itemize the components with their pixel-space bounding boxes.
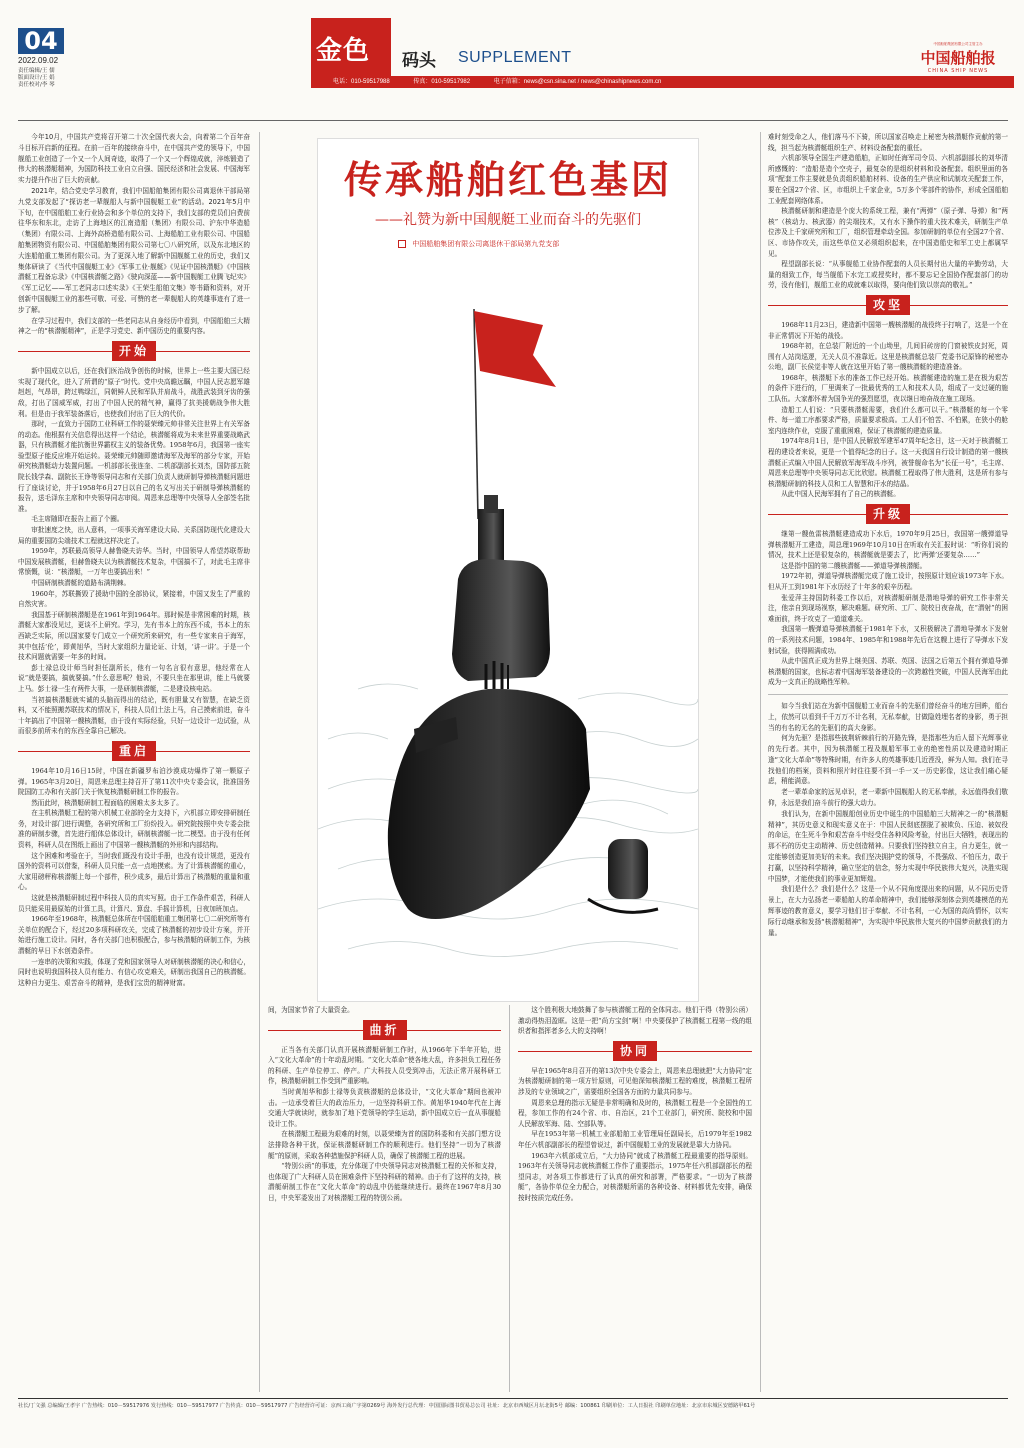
byline-box-icon [398, 240, 406, 248]
logo-english: CHINA SHIP NEWS [927, 68, 989, 74]
logo-small-text: 中国船舶集团有限公司主管主办 [933, 42, 983, 46]
xietong-body [518, 1066, 752, 1204]
column-1 [18, 132, 250, 1392]
section-heading-label: 开始 [112, 341, 156, 361]
kaishi-paragraph: 1960年，苏联撕毁了援助中国的全部协议，紧接着，中国又发生了严重的自然灾害。 [18, 589, 250, 609]
intro-block [18, 132, 250, 337]
closing-paragraph: 我们是什么？我们是什么？这是一个从不同角度提出来的问题，从不同历史背景上，在大力弘扬老一辈船舶人的革命精神中，我们能够深刻体会到英雄模范的光辉事迹的教育意义，要学习他们甘于奉献、不计名利，一心为国的高尚情怀，以实际行动继承和发扬“核潜艇精神”，为实现中华民族伟大复兴的中国梦贡献我们的力量。 [768, 885, 1008, 937]
kaishi-paragraph: 毛主席随即在报告上画了个圈。 [31, 515, 124, 524]
kaishi-paragraph: 新中国成立以后，还在我们医治战争创伤的时候，世界上一些主要大国已经实现了现代化，进入了所谓的“原子”时代。党中央高瞻远瞩，中国人民志愿军雄赳赳，气昂昂，跨过鸭绿江，同朝鲜人民和军队并肩战斗，战胜武装到牙齿的强敌，打出了国威军威，打出了中国人民的精气神，赢得了抗美援朝战争伟大胜利。但是由于我军装备落后，也使我们付出了巨大的代价。 [18, 367, 250, 418]
kaishi-paragraph: 中国研制核潜艇的道路布满荆棘。 [31, 579, 131, 588]
col3-continuation: 间，为国家节省了大量资金。 [268, 1006, 354, 1014]
closing-paragraph: 何为先驱？是指那些披荆斩棘前行的开路先锋，是指那些为后人留下光辉事业的先行者。其中，因为核潜艇工程及舰船军事工业的绝密性质以及建造时期正逢“文化大革命”等特殊时期，有许多人的英雄事迹几近湮没，鲜为人知。我们在寻找他们的档案，资料和照片时往往要不到一手一又一历史影像，这让我们痛心疑虑，稍能满意。 [768, 734, 1008, 786]
column-rule-1 [259, 132, 260, 1392]
header-rule [18, 120, 1008, 121]
gongjian-paragraph: 1968年，核潜艇下水的准备工作已经开始。核潜艇建造的施工是在极为艰苦的条件下进行的，厂里调来了一批最优秀的工人和技术人员，组成了一支过硬的施工队伍。大家都怀着为国争光的强烈愿望，夜以继日地奋战在施工现场。 [768, 373, 1008, 404]
closing-block [768, 701, 1008, 939]
contact-bar [311, 76, 1014, 88]
shengji-paragraph: 继第一艘鱼雷核潜艇建造成功下水后，1970年9月25日，我国第一艘弹道导弹核潜艇开工建造，周总理1969年10月10日在听取有关汇报时说：“听你们说的情况，技术上还是很复杂的，核潜艇就是要去了，比‘两弹’还要复杂……” [768, 530, 1008, 560]
gongjian-paragraph: 1968年11月23日，建造新中国第一艘核潜艇的战役终于打响了，这是一个在非正常情况下开始的战役。 [768, 320, 1008, 340]
hero-panel [317, 138, 699, 1002]
col5-paragraph: 六机部领导全国生产建造船舶，正如时任海军司令员、六机部副部长的刘华清所感慨的：“造船是造个空壳子，最复杂的是组织材料和设备配套。组织里面的各项“配套工作主要就是负责组织船舶材料、设备的生产供应和试制攻关配套工作，要在全国27个省、区，市组织上千家企业，5万多个零部件的协作，形成全国船舶工业配套网络体系。 [768, 154, 1008, 205]
gongjian-paragraph: 从此中国人民海军拥有了自己的核潜艇。 [781, 490, 900, 499]
gongjian-body [768, 320, 1008, 500]
editor-line: 责任编辑/王 儒 [18, 68, 55, 74]
kaishi-paragraph: 审批速度之快，出人意料，一项事关海军建设大局、关系国防现代化建设大局的重要国防尖端技术工程就这样决定了。 [18, 526, 250, 545]
column-5 [768, 132, 1008, 1392]
kaishi-paragraph: 那时，一直致力于国防工业科研工作的聂荣臻元帅非常关注世界上有关军备的动态。他根据有关信息得出这样一个结论，核潜艇将成为未来世界重要战略武器，只有核潜艇才能抗衡世界霸权主义的装备优势。1958年6月，我国第一座实验型原子能反应堆开始运转。聂荣臻元帅随即邀请海军及海军的部分专家，开始研究核潜艇动力装置问题。一机部部长张连奎、二机部副部长刘杰，国防部五院院长钱学森、副院长王诤等领导同志和有关部门负责人就研制导弹核潜艇问题进行了座谈讨论，并于1958年6月27日以自己的名义写出关于研制导弹核潜艇的报告，送毛泽东主席和中央领导同志审阅。周恩来总理等中央领导人全部签名批准。 [18, 420, 250, 513]
kaishi-paragraph: 当初搞核潜艇就实诚的头脑而得出的结论，既有胆量又有智慧，在缺乏资料，又不能照搬苏联技术的情况下，科技人员们土法上马，自己摸索前进，奋斗十年搞出了中国第一艘核潜艇，由于没有实际经验，只好一边设计一边试验，从而很多前所未有的东西全靠自己解决。 [18, 695, 250, 736]
chongqi-paragraph: 这个困难和考验在于，当时我们既没有设计手册，也没有设计规范，更没有国外的资料可以借鉴，科研人员只能一点一点地摸索。为了计算核潜艇的重心，大家用磅秤称核潜艇上每一个部件，积少成多，最后计算出了核潜艇的重量和重心。 [18, 851, 250, 892]
shengji-body [768, 529, 1008, 688]
article-title: 传承船舶红色基因 [343, 157, 672, 202]
col5-top [768, 132, 1008, 291]
designer-line: 版面设计/王 娟 [18, 75, 55, 81]
article-subtitle: ——礼赞为新中国舰艇工业而奋斗的先驱们 [375, 212, 641, 228]
xietong-paragraph: 早在1965年8月召开的第13次中央专委会上，周恩来总理就把“大力协同”定为核潜艇研制的第一项方针原则，可见他深知核潜艇工程的难度，核潜艇工程所涉及的专业领域之广，需要组织全国各方面的力量共同参与。 [518, 1066, 752, 1096]
chongqi-paragraph: 然而此时，核潜艇研制工程面临的困难太多太多了。 [31, 798, 183, 807]
issue-date: 2022.09.02 [18, 56, 59, 65]
footer-rule [18, 1398, 1008, 1399]
chongqi-body [18, 766, 250, 988]
chongqi-paragraph: 这就是核潜艇研制过程中科技人员的真实写照。由于工作条件艰苦，科研人员只能采用最原始的计算工具，计算尺、算盘、手摇计算机，日夜加班加点。 [18, 894, 250, 913]
submarine-hull [388, 495, 658, 919]
column-name: 码头 [402, 51, 436, 71]
xietong-paragraph: 早在1953年第一机械工业部船舶工业管理局任副局长，后1979年至1982年任六机部副部长的程望曾说过，新中国舰船工业的发展就是靠大力协同。 [518, 1130, 752, 1149]
closing-paragraph: 如今当我们站在为新中国舰船工业而奋斗的先驱们曾经奋斗的地方回眸，船台上，依然可以看到千千万万不计名利，无私奉献，甘做隐姓埋名者的身影，勇于担当的有名的无名的先驱们的高大身影。 [768, 701, 1008, 732]
chongqi-paragraph: 1966年至1968年，核潜艇总体所在中国船舶重工集团第七〇二研究所等有关单位的配合下，经过20多项科研攻关，完成了核潜艇的初步设计方案，并开始进行施工设计。同时，各有关部门也积极配合，参与核潜艇的研制工作，为核潜艇的早日下水创造条件。 [18, 915, 250, 956]
intro-paragraph-2: 2021年，结合党史学习教育，我们中国船舶集团有限公司离退休干部局第九党支部发起了“探访老一辈舰船人与新中国舰艇工业”的活动。2021年5月中下旬，在中国船舶工业行业协会和多个单位的支持下，我们支部的党员们自费前往华东和东北，走访了上海地区的江南造船（集团）有限公司、沪东中华造船（集团）有限公司、上海外高桥造船有限公司、上海船舶工业有限公司、中国船舶集团物资有限公司、中国船舶集团有限公司第七〇八研究所，以及东北地区的大连船舶重工集团有限公司。为了更深入地了解新中国舰艇工业的历史，我们又集体研读了《当代中国舰艇工业》《军事工业·舰艇》《见证中国核潜艇》《中国核潜艇工程备忘录》《中国核潜艇之路》《驶向深蓝——新中国舰艇工业腾飞纪实》《军工记忆——军工老同志口述实录》《王荣生船舶文集》等书籍和资料，对开创新中国舰艇工业的那些可敬、可爱、可赞的老一辈舰船人的英雄事迹有了进一步了解。 [18, 186, 250, 314]
quzhe-paragraph: “特别公函”的事迹，充分体现了中央领导同志对核潜艇工程的关怀和支持，也体现了广大科研人员在困难条件下坚持科研的精神。由于有了这样的支持，核潜艇研制工作在“文化大革命”的动乱中仍能继续进行。最终在1967年8月30日，中央军委发出了对核潜艇工程的特别公函。 [268, 1162, 501, 1202]
email-text: 电子信箱：news@csn.sina.net / news@chinashipnews.com.cn [493, 79, 662, 85]
section-heading-xietong [518, 1041, 752, 1061]
flag-group [474, 309, 556, 519]
column-3 [268, 1005, 501, 1392]
newspaper-logo [908, 42, 1008, 74]
proofreader-line: 责任校对/李 琴 [18, 82, 55, 88]
section-heading-label: 重启 [112, 741, 156, 761]
column-rule-2 [760, 132, 761, 1392]
col5-paragraph: 核潜艇研制和建造是个庞大的系统工程，兼有“两弹”（原子弹、导弹）和“两核”（核动力、核武器）的尖端技术，又有水下操作的重大技术难关，研制生产单位涉及上千家研究所和工厂，组织管理牵动全国。参加研制的单位有全国27个省、区、市协作攻关，而这些单位又必须组织起来，在中国造船史和军工史上都属罕见。 [768, 207, 1008, 258]
section-heading-label: 协同 [613, 1041, 657, 1061]
col3-top [268, 1005, 501, 1016]
quzhe-body [268, 1045, 501, 1204]
article-byline-row [398, 239, 559, 249]
xietong-paragraph: 1963年六机部成立后，“大力协同”就成了核潜艇工程最重要的指导原则。1963年有关领导同志就核潜艇工作作了重要指示，1975年任六机部副部长的程望同志，对各项工作都进行了认真的研究和部署，严格要求。“一切为了核潜艇”，各协作单位全力配合，对核潜艇所需的各种设备、材料都优先安排，确保按时按质完成任务。 [518, 1151, 752, 1202]
kaishi-paragraph: 我国基于研制核潜艇是在1961年到1964年。那时候是非常困难的时期，核潜艇大家都没见过，更谈不上研究。学习，先有书本上的东西不成，书本上的东西缺乏实际，所以国家要专门成立一个研究所来研究，有一些专家来自于海军，其中包括‘伦’，即黄旭华，当时大家组织力量论证、计划，‘讲一讲’。于是一个技术问题就需要一年多的时间。 [18, 610, 250, 662]
quzhe-paragraph: 在核潜艇工程最为艰难的时刻，以聂荣臻为首的国防科委和有关部门想方设法排除各种干扰，保证核潜艇研制工作的顺利进行。他们坚持“一切为了核潜艇”的原则，采取各种措施保护科研人员，确保了核潜艇工程的进展。 [268, 1130, 501, 1160]
shengji-paragraph: 张爱萍主持国防科委工作以后，对核潜艇研制是潜地导弹的研究工作非常关注，他亲自到现场视察，解决难题。研究所、工厂、院校日夜奋战，在“潜射”的困难面前，终于攻克了一道道难关。 [768, 593, 1008, 623]
chongqi-paragraph: 1964年10月16日15时，中国在新疆罗布泊沙漠成功爆炸了第一颗原子弹。1965年3月20日，周恩来总理主持召开了第11次中央专委会议，批准国务院国防工办和有关部门关于恢复核潜艇研制工作的报告。 [18, 766, 250, 797]
closing-rule [768, 694, 1008, 695]
shengji-paragraph: 1972年初，弹道导弹核潜艇完成了施工设计，按照原计划应该1973年下水。但从开工到1981年下水历经了十年多的艰辛历程。 [768, 572, 1008, 591]
gongjian-paragraph: 1974年8月1日，是中国人民解放军建军47周年纪念日，这一天对于核潜艇工程的建设者来说，更是一个值得纪念的日子。这一天我国自行设计制造的第一艘核潜艇正式编入中国人民解放军海军战斗序列，被誉舰命名为“长征一号”，毛主席、周恩来总理等中央领导同志无比欣慰。核潜艇工程取得了伟大胜利，这是所有参与核潜艇研制的科技人员和工人智慧和汗水的结晶。 [768, 437, 1008, 488]
section-heading-gongjian [768, 295, 1008, 315]
xietong-paragraph: 周恩来总理的指示无疑是非常明确和及时的，核潜艇工程是一个全国性的工程，参加工作的有24个省、市、自治区，21个工业部门，研究所、院校和中国人民解放军海、陆、空部队等。 [518, 1098, 752, 1128]
chongqi-paragraph: 在主机核潜艇工程的第六机械工业部的全力支持下，六机部立即安排研制任务，对设计部门进行调整，各研究所和工厂纷纷投入。研究院按照中央专委会批准的研制步骤，首先进行船体总体设计，研制核潜艇一比二模型。由于没有任何资料，科研人员在图纸上画出了中国第一艘核潜艇的外形和内部结构。 [18, 809, 250, 850]
shengji-paragraph: 从此中国真正成为世界上继美国、苏联、英国、法国之后第五个拥有弹道导弹核潜艇的国家，也标志着中国海军装备建设的一次跨越性突破，中国人民海军由此成为一支真正的战略性军种。 [768, 657, 1008, 687]
shengji-paragraph: 我国第一艘弹道导弹核潜艇于1981年下水，又积极解决了潜地导弹水下发射的一系列技术问题，1984年、1985年和1988年先后在这艘上进行了导弹水下发射试验，获得圆满成功。 [768, 625, 1008, 655]
logo-chinese: 中国船舶报 [920, 49, 996, 67]
section-heading-label: 攻坚 [866, 295, 910, 315]
closing-paragraph: 我们认为，在新中国舰船创业历史中诞生的中国船舶三大精神之一的“核潜艇精神”，其历史意义和现实意义在于：中国人民彻底摆脱了被欺负、压迫、被奴役的命运，在生死斗争和艰苦奋斗中经受住各种风险考验，付出巨大牺牲，表现出的那不朽的历史主动精神、历史创造精神。只要我们坚持独立自主，自力更生，就一定能够创造更加美好的未来。我们坚决拥护党的领导，不畏强敌、不怕压力，敢于打赢，以坚持科学精神，确立坚定的信念，努力实现中华民族伟大复兴，决胜实现中国梦，才能使我们的事业更加辉煌。 [768, 809, 1008, 883]
col4-continuation: 这个胜利极大地鼓舞了参与核潜艇工程的全体同志。他们干得（特别公函）激动得热泪盈眶。这是一把“尚方宝剑”啊！中央要保护了核潜艇工程第一线的组织者和指挥者多么大的支持啊！ [518, 1006, 752, 1036]
section-heading-label: 曲折 [363, 1020, 407, 1040]
chongqi-paragraph: 一连串的决策和实践，体现了党和国家领导人对研制核潜艇的决心和信心，同时也说明我国科技人员有能力、有信心攻克难关，研制出我国自己的核潜艇。这种自力更生、艰苦奋斗的精神，是我们宝贵的精神财富。 [18, 957, 250, 987]
quzhe-paragraph: 当时黄旭华和彭士禄等负责核潜艇的总体设计，“文化大革命”期间也被冲击。一边承受着巨大的政治压力，一边坚持科研工作。黄旭华1940年代在上海交通大学就读时，就参加了地下党领导的学生运动，新中国成立后一直从事舰船设计工作。 [268, 1087, 501, 1128]
footer-info: 社长/丁文强 总编辑/王孝宇 广告热线：010－59517976 发行热线：010－59517977 广告传真：010－59517977 广告经营许可证：京西工商广字第0269号 海外发行总代理：中国国际图书贸易总公司 社址：北京市西城区月坛北街5号 邮编：100861 印刷单位：工人日报社 印刷单位地址：北京市东城区安德路甲61号 [18, 1403, 756, 1409]
col5-paragraph: 程望副部长说：“从事舰船工业协作配套的人员长期付出大量的辛勤劳动，大量的细致工作，每当舰船下水完工或授奖时，都不要忘记全国协作配套部门的功劳，没有他们，舰船工业的成就难以取得，要向他们致以崇高的敬礼。” [768, 260, 1008, 290]
quzhe-paragraph: 正当各有关部门认真开展核潜艇研制工作时，从1966年下半年开始，进入“文化大革命”的十年动乱时期。“文化大革命”使各地大乱，许多担负工程任务的科研、生产单位停工、停产。广大科技人员受到冲击，无法正常开展科研工作，核潜艇研制工作受到严重影响。 [268, 1045, 501, 1086]
editor-list [18, 68, 55, 89]
supplement-label: SUPPLEMENT [458, 49, 572, 66]
article-byline: 中国船舶集团有限公司离退休干部局第九党支部 [412, 240, 560, 248]
column-4 [518, 1005, 752, 1392]
closing-paragraph: 老一辈革命家的远见卓识，老一辈新中国舰船人的无私奉献，永远值得我们敬仰，永远是我们奋斗前行的强大动力。 [768, 788, 1008, 808]
kaishi-body [18, 366, 250, 737]
gongjian-paragraph: 1968年初，在总装厂附近的一个山坳里，几间旧砖房的门窗被铁皮封死，周围有人站岗巡逻，无关人员不准靠近。这里是核潜艇总装厂党委书记原锋的秘密办公地，副厂长侯觉非等人就在这里开始了第一艘核潜艇的建造准备。 [768, 342, 1008, 372]
column-rule-3 [509, 1005, 510, 1392]
gongjian-paragraph: 造船工人们说：“只要核潜艇需要，我们什么都可以干。”核潜艇的每一个零件、每一道工序都要求严格，质量要求极高。工人们不怕苦、不怕累，在狭小的舱室内连续作业，克服了重重困难，保证了核潜艇的建造质量。 [768, 405, 1008, 435]
shengji-paragraph: 这是指中国的第二艘核潜艇——弹道导弹核潜艇。 [781, 561, 927, 570]
section-heading-chongqi [18, 741, 250, 761]
intro-paragraph-3: 在学习过程中，我们支部的一些老同志从自身经历中看到，中国船舶三大精神之一的“核潜艇精神”，正是学习党史、新中国历史的重要内容。 [18, 316, 250, 336]
section-heading-label: 升级 [866, 504, 910, 524]
phone-text: 电话：010-59517988 [333, 79, 390, 85]
col4-top [518, 1005, 752, 1037]
section-heading-kaishi [18, 341, 250, 361]
kaishi-paragraph: 彭士禄总设计师当时担任副所长，他有一句名言很有意思，他经常在人说“就是要搞，搞就要搞。”什么意思呢？他说，不要只坐在那里讲，能上马就要上马。彭士禄一生有两件大事，一是研制核潜艇，二是建设核电站。 [18, 663, 250, 693]
submarine-painting [318, 269, 698, 999]
section-heading-quzhe [268, 1020, 501, 1040]
kaishi-paragraph: 1959年，苏联最高领导人赫鲁晓夫访华。当时，中国领导人希望苏联帮助中国发展核潜艇，但赫鲁晓夫以为核潜艇技术复杂，中国搞不了，对此毛主席非常愤慨，说：“核潜艇，一万年也要搞出来！” [18, 547, 250, 577]
fax-text: 传真：010-59517982 [413, 79, 471, 85]
section-name: 金色 [316, 36, 371, 66]
intro-paragraph-1: 今年10月，中国共产党将召开第二十次全国代表大会，向着第二个百年奋斗目标开启新的征程。在前一百年的接续奋斗中，在中国共产党的领导下，中国舰船工业创造了一个又一个人间奇迹，取得了一个又一个辉煌成就，淬炼锻造了伟大的核潜艇精神，为国防科技工业自立自强、国民经济和社会发展、中国海军实力提升作出了巨大的贡献。 [18, 133, 250, 185]
page-number-box: 04 [18, 28, 64, 54]
section-heading-shengji [768, 504, 1008, 524]
col5-paragraph: 难时刻受命之人，他们落马不下骑，所以国家召唤走上秘密为核潜艇作贡献的第一线，担当起为核潜艇组织生产、材料设备配套的重任。 [768, 133, 1008, 152]
